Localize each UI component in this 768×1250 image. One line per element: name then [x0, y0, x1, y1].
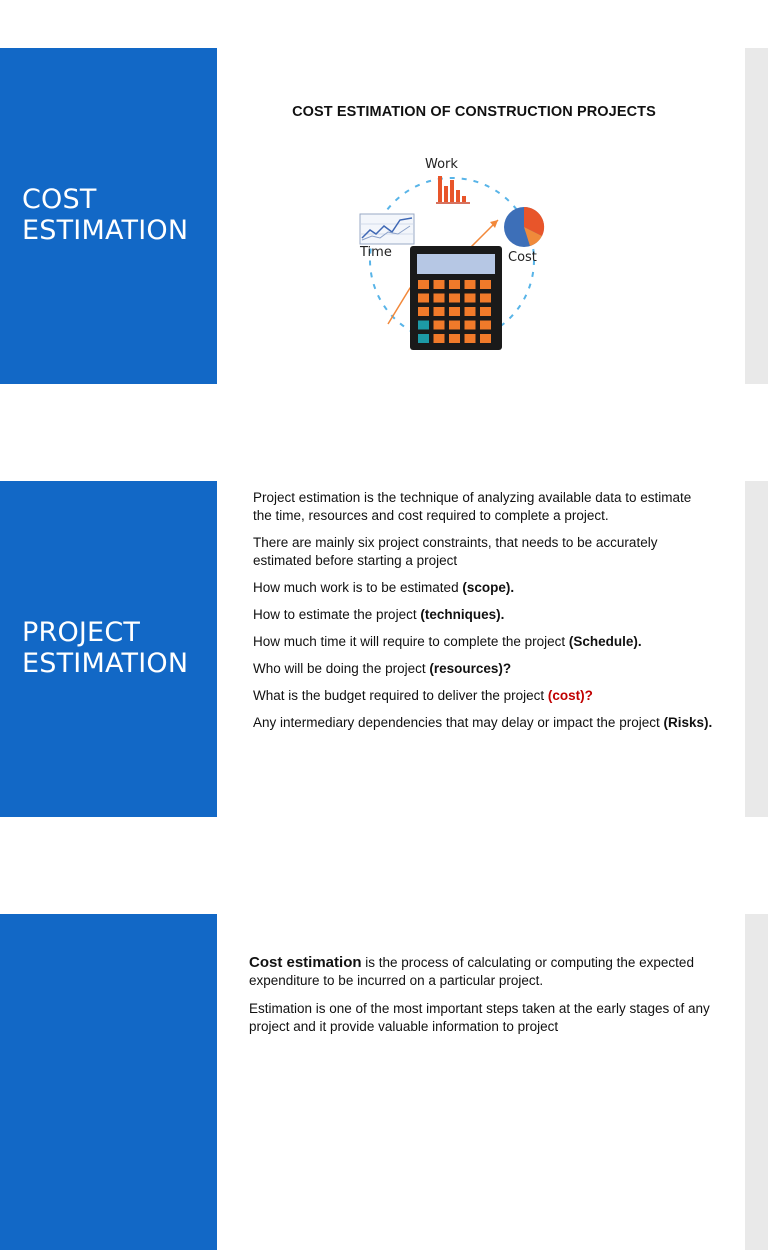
- panel-title-line-1: COST: [22, 184, 97, 215]
- calculator-key: [418, 294, 429, 303]
- calculator-key: [434, 321, 445, 330]
- next-slide-strip: [745, 48, 768, 384]
- calculator-key: [465, 321, 476, 330]
- paragraph: Estimation is one of the most important steps taken at the early stages of any project and it provide valuable information to project: [249, 1001, 710, 1034]
- calculator-key: [434, 294, 445, 303]
- calculator-key: [418, 307, 429, 316]
- calculator-key: [465, 334, 476, 343]
- constraint-text: How much work is to be estimated: [253, 580, 463, 595]
- slide-project-estimation: [0, 481, 768, 817]
- slide-cost-estimation: [0, 48, 768, 384]
- constraint-keyword: (scope).: [462, 580, 515, 595]
- slide-body: [253, 489, 713, 741]
- definition-text: is the process of calculating or computing the expected expenditure to be incurred on a particular project.: [249, 955, 694, 988]
- constraint-schedule: [253, 633, 713, 651]
- calculator-key: [465, 294, 476, 303]
- title-panel: [0, 914, 217, 1250]
- constraint-risks: [253, 714, 713, 732]
- constraint-techniques: [253, 606, 713, 624]
- calculator-key: [418, 280, 429, 289]
- constraint-keyword: (Schedule).: [568, 634, 642, 649]
- constraint-keyword: (Risks).: [663, 715, 713, 730]
- slide-cost-estimation-definition: [0, 914, 768, 1250]
- panel-title-line-2: ESTIMATION: [22, 215, 189, 246]
- title-panel: [0, 48, 217, 384]
- panel-title-line-1: PROJECT: [22, 617, 141, 648]
- calculator-icon: [410, 246, 502, 350]
- title-panel: [0, 481, 217, 817]
- term: Cost estimation: [249, 954, 362, 971]
- calculator-key: [434, 307, 445, 316]
- cost-time-work-illustration: [352, 148, 562, 364]
- paragraph: Project estimation is the technique of analyzing available data to estimate the time, resources and cost required to complete a project.: [253, 490, 692, 523]
- slide-heading: COST ESTIMATION OF CONSTRUCTION PROJECTS: [292, 104, 656, 120]
- calculator-key: [480, 280, 491, 289]
- constraint-keyword: (techniques).: [420, 607, 505, 622]
- constraint-text: How much time it will require to complete the project: [253, 634, 569, 649]
- label-work: Work: [425, 157, 458, 172]
- calculator-key: [449, 294, 460, 303]
- calculator-key: [449, 321, 460, 330]
- constraint-text: How to estimate the project: [253, 607, 421, 622]
- paragraph: There are mainly six project constraints, that needs to be accurately estimated before starting a project: [253, 535, 658, 568]
- label-cost: Cost: [508, 250, 537, 265]
- calculator-key: [480, 334, 491, 343]
- calculator-key: [418, 334, 429, 343]
- calculator-key: [480, 307, 491, 316]
- panel-title: [22, 184, 212, 246]
- constraint-text: Who will be doing the project: [253, 661, 430, 676]
- constraint-text: What is the budget required to deliver the project: [253, 688, 548, 703]
- paragraph: [249, 954, 719, 990]
- line-chart-icon: [360, 214, 414, 244]
- panel-title-line-2: ESTIMATION: [22, 648, 189, 679]
- calculator-key: [465, 280, 476, 289]
- calculator-key: [434, 280, 445, 289]
- bar-chart-icon: [436, 176, 470, 203]
- constraint-keyword: (resources)?: [429, 661, 512, 676]
- slide-body: [249, 954, 719, 1046]
- calculator-key: [449, 334, 460, 343]
- calculator-key: [449, 307, 460, 316]
- next-slide-strip: [745, 914, 768, 1250]
- calculator-key: [480, 321, 491, 330]
- label-time: Time: [360, 245, 392, 260]
- pie-chart-icon: [504, 207, 544, 247]
- calculator-key: [480, 294, 491, 303]
- panel-title: [22, 617, 212, 679]
- calculator-key: [418, 321, 429, 330]
- calculator-key: [465, 307, 476, 316]
- calculator-key: [434, 334, 445, 343]
- constraint-text: Any intermediary dependencies that may delay or impact the project: [253, 715, 664, 730]
- next-slide-strip: [745, 481, 768, 817]
- calculator-key: [449, 280, 460, 289]
- constraint-resources: [253, 660, 713, 678]
- constraint-scope: [253, 579, 713, 597]
- constraint-cost: [253, 687, 713, 705]
- constraint-keyword-highlighted: (cost)?: [547, 688, 593, 703]
